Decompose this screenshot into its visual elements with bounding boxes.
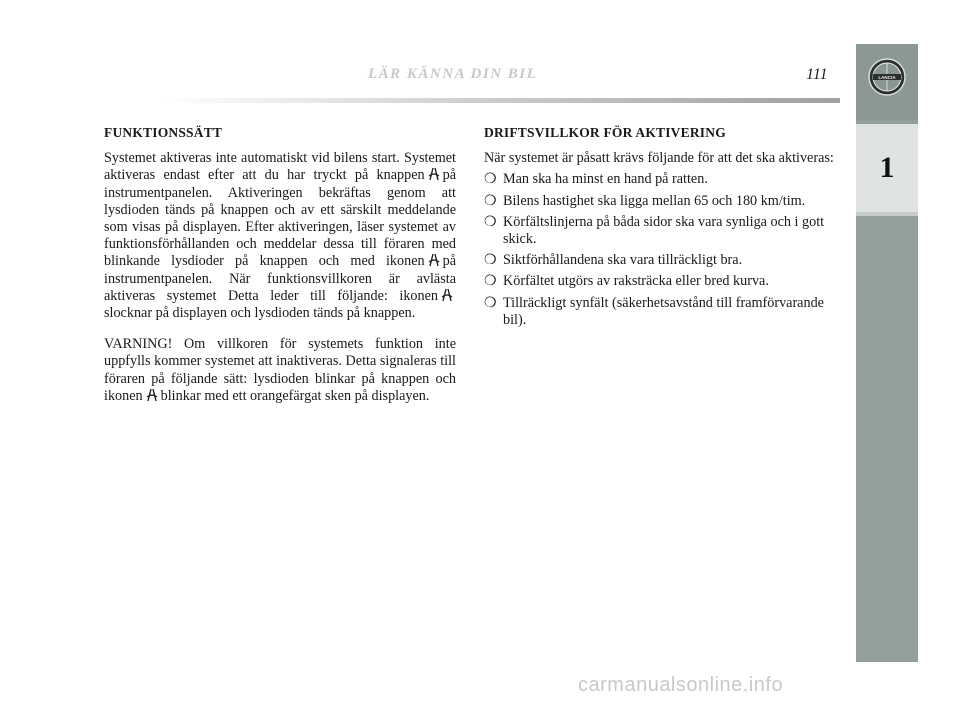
list-item-text: Siktförhållandena ska vara tillräckligt bra. xyxy=(503,252,743,269)
chapter-tab-underline xyxy=(856,212,918,216)
right-column xyxy=(484,124,838,333)
paragraph-activation xyxy=(104,150,456,322)
bullet-circle-icon: ❍ xyxy=(484,214,497,230)
watermark-link[interactable]: carmanualsonline.info xyxy=(578,674,784,696)
text-run: slocknar på displayen och lysdioden tänds på knappen. xyxy=(104,305,416,322)
text-run: VARNING! Om villkoren för systemets funktion inte uppfylls kommer systemet att inaktiveras. Detta signaleras till föraren på följande sätt: lysdioden blinkar på knappen och ikonen xyxy=(104,336,456,404)
bullet-circle-icon: ❍ xyxy=(484,274,497,290)
left-column xyxy=(104,124,456,419)
list-item xyxy=(484,171,838,188)
bullet-circle-icon: ❍ xyxy=(484,172,497,188)
list-item-text: Tillräckligt synfält (säkerhetsavstånd till framförvarande bil). xyxy=(503,294,824,328)
list-item-text: Man ska ha minst en hand på ratten. xyxy=(503,171,708,188)
section-heading-driftsvillkor: DRIFTSVILLKOR FÖR AKTIVERING xyxy=(484,125,726,140)
text-run: Systemet aktiveras inte automatiskt vid bilens start. Systemet aktiveras endast efter att du har tryckt på knappen xyxy=(104,150,456,184)
list-item xyxy=(484,252,838,269)
list-item xyxy=(484,273,838,290)
bullet-circle-icon: ❍ xyxy=(484,193,497,209)
header-title: LÄR KÄNNA DIN BIL xyxy=(368,66,538,82)
lane-assist-icon xyxy=(441,288,453,302)
lane-assist-icon xyxy=(428,253,440,267)
chapter-sidebar xyxy=(856,44,918,662)
list-item xyxy=(484,295,838,329)
page-number: 111 xyxy=(806,66,828,83)
section-heading-funktionssatt: FUNKTIONSSÄTT xyxy=(104,125,223,140)
conditions-intro: När systemet är påsatt krävs följande för att det ska aktiveras: xyxy=(484,150,834,167)
conditions-list xyxy=(484,171,838,329)
bullet-circle-icon: ❍ xyxy=(484,253,497,269)
sidebar-logo-block xyxy=(856,44,918,120)
text-run: på instrumentpanelen. När funktionsvillkoren är avlästa aktiveras systemet Detta leder till följande: ikonen xyxy=(104,253,456,304)
chapter-tab[interactable]: 1 xyxy=(856,124,918,212)
list-item-text: Körfältet utgörs av raksträcka eller bred kurva. xyxy=(503,273,769,290)
header-rule xyxy=(160,98,840,103)
list-item xyxy=(484,214,838,248)
paragraph-warning xyxy=(104,336,456,405)
lancia-logo-icon xyxy=(868,58,906,96)
lane-assist-icon xyxy=(146,388,158,402)
lane-assist-icon xyxy=(428,167,440,181)
list-item xyxy=(484,193,838,210)
text-run: på instrumentpanelen. Aktiveringen bekräftas genom att lysdioden tänds på knappen och av ett särskilt meddelande som visas på displayen. Efter aktiveringen, läser systemet av funktionsförhållanden och meddelar dessa till föraren med blinkande lysdioder på knappen och med ikonen xyxy=(104,167,456,270)
list-item-text: Bilens hastighet ska ligga mellan 65 och 180 km/tim. xyxy=(503,192,806,209)
list-item-text: Körfältslinjerna på båda sidor ska vara synliga och i gott skick. xyxy=(503,213,825,248)
bullet-circle-icon: ❍ xyxy=(484,295,497,311)
text-run: blinkar med ett orangefärgat sken på displayen. xyxy=(160,387,430,404)
logo-text: LANCIA xyxy=(878,75,896,80)
